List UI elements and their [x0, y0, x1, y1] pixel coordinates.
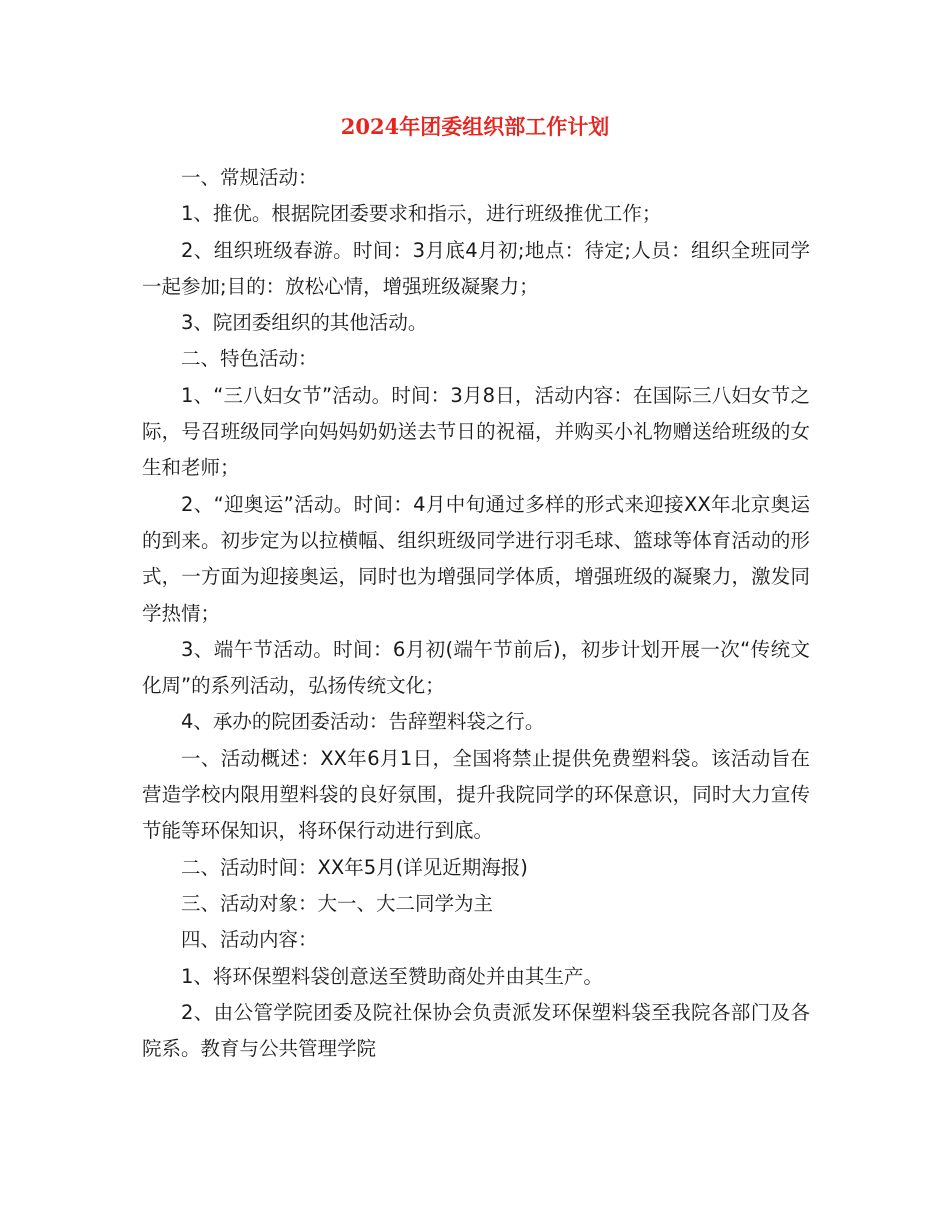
paragraph-dragon-boat: 3、端午节活动。时间：6月初(端午节前后)，初步计划开展一次“传统文化周”的系列活动，弘扬传统文化；: [142, 637, 810, 698]
document-title: 2024年团委组织部工作计划: [340, 114, 610, 139]
document-body: [142, 160, 810, 1067]
paragraph-olympics: 2、“迎奥运”活动。时间：4月中旬通过多样的形式来迎接XX年北京奥运的到来。初步定为以拉横幅、组织班级同学进行羽毛球、篮球等体育活动的形式，一方面为迎接奥运，同时也为增强同学体质，增强班级的凝聚力，激发同学热情；: [142, 492, 810, 625]
paragraph-special-activities-heading: 二、特色活动：: [181, 347, 318, 371]
paragraph-spring-outing: 2、组织班级春游。时间：3月底4月初;地点：待定;人员：组织全班同学一起参加;目的：放松心情，增强班级凝聚力；: [142, 238, 810, 298]
paragraph-other-activities: 3、院团委组织的其他活动。: [181, 311, 428, 335]
paragraph-regular-activities-heading: 一、常规活动：: [181, 166, 318, 189]
paragraph-event-content-heading: 四、活动内容：: [181, 928, 318, 952]
paragraph-recommend-excellence: 1、推优。根据院团委要求和指示，进行班级推优工作；: [181, 202, 662, 226]
paragraph-event-time: 二、活动时间：XX年5月(详见近期海报): [181, 855, 528, 879]
paragraph-event-content-1: 1、将环保塑料袋创意送至赞助商处并由其生产。: [181, 964, 603, 988]
paragraph-plastic-bag-event: 4、承办的院团委活动：告辞塑料袋之行。: [181, 710, 545, 734]
paragraph-event-audience: 三、活动对象：大一、大二同学为主: [181, 891, 494, 915]
paragraph-womens-day: 1、“三八妇女节”活动。时间：3月8日，活动内容：在国际三八妇女节之际，号召班级同学向妈妈奶奶送去节日的祝福，并购买小礼物赠送给班级的女生和老师；: [142, 383, 810, 480]
paragraph-event-content-2: 2、由公管学院团委及院社保协会负责派发环保塑料袋至我院各部门及各院系。教育与公共管理学院: [142, 1000, 810, 1061]
paragraph-event-overview: 一、活动概述：XX年6月1日，全国将禁止提供免费塑料袋。该活动旨在营造学校内限用塑料袋的良好氛围，提升我院同学的环保意识，同时大力宣传节能等环保知识，将环保行动进行到底。: [142, 746, 810, 843]
